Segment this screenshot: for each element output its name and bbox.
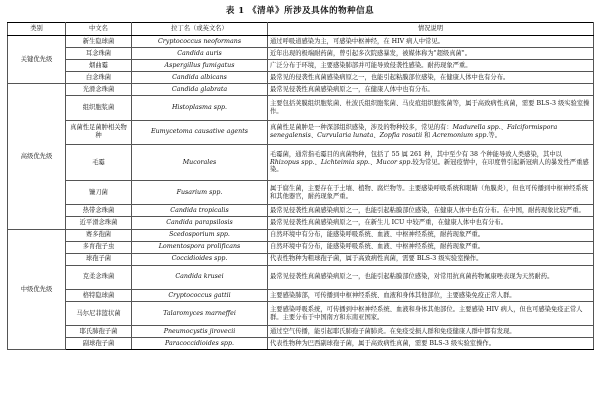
chinese-name-cell: 克柔念珠菌 [66,265,132,289]
description-cell: 属于腐生菌，主要存在于土壤、植物、腐烂物等。主要感染呼吸系统和眼睛（角膜炎），但也可传播到中枢神经系统和其他器官，耐药现象严重。 [268,181,594,205]
table-row [8,84,594,96]
latin-name-cell: Cryptococcus gattii [132,289,268,301]
table-row [8,48,594,60]
table-row [8,229,594,241]
category-cell: 高级优先级 [8,84,66,229]
header-chinese-name: 中文名 [66,23,132,36]
table-row [8,265,594,289]
description-cell: 主要感染呼吸系统，可传播到中枢神经系统、血液和身体其他部位。主要感染 HIV 病人，但也可感染免疫正常人群。主要分布于中国南方和东南亚国家。 [268,302,594,326]
chinese-name-cell: 新生隐球菌 [66,36,132,48]
chinese-name-cell: 白念珠菌 [66,72,132,84]
latin-name-cell: Talaromyces marneffei [132,302,268,326]
chinese-name-cell: 多育孢子虫 [66,241,132,253]
description-cell: 近年出现的极端耐药菌，曾引起多次院感暴发，被媒体称为"超级真菌"。 [268,48,594,60]
latin-name-cell: Candida krusei [132,265,268,289]
description-cell: 代表性物种为巴西副球孢子菌，属于高致病性真菌，需要 BLS-3 级实验室操作。 [268,338,594,350]
chinese-name-cell: 光滑念珠菌 [66,84,132,96]
table-row [8,338,594,350]
description-cell: 最常见侵袭性真菌感染病原之一，也能引起粘膜部位感染，在健康人体中也有分布。在中国，耐药现象比较严重。 [268,205,594,217]
latin-name-cell: Candida parapsilosis [132,217,268,229]
latin-name-cell: Histoplasma spp. [132,96,268,120]
species-table [7,22,594,350]
chinese-name-cell: 副球孢子菌 [66,338,132,350]
description-cell: 最常见的侵袭性真菌感染病原之一，也能引起粘膜部位感染，在健康人体中也有分布。 [268,72,594,84]
description-cell: 最常见侵袭性真菌感染病原之一，也能引起粘膜部位感染，对常用抗真菌药物氟康唑表现为天然耐药。 [268,265,594,289]
latin-name-cell: Scedosporium spp. [132,229,268,241]
description-cell: 最常见侵袭性真菌感染病原之一，在健康人体中也有分布。 [268,84,594,96]
table-row [8,217,594,229]
table-row [8,326,594,338]
table-body [8,36,594,350]
table-row [8,72,594,84]
header-category: 类别 [8,23,66,36]
latin-name-cell: Eumycetoma causative agents [132,120,268,144]
header-description: 情况说明 [268,23,594,36]
latin-name-cell: Coccidioides spp. [132,253,268,265]
chinese-name-cell: 烟曲霉 [66,60,132,72]
table-row [8,205,594,217]
latin-name-cell: Aspergillus fumigatus [132,60,268,72]
description-cell: 真菌性足菌肿是一种深部组织感染，涉及的物种较多，常见的有：Madurella spp.、Falciformispora senegalensis、Curvularia lunata、Zopfia rosatii 和 Acremonium spp.等。 [268,120,594,144]
latin-name-cell: Paracoccidioides spp. [132,338,268,350]
chinese-name-cell: 真菌性足菌肿相关物种 [66,120,132,144]
latin-name-cell: Mucorales [132,144,268,180]
chinese-name-cell: 耶氏肺孢子菌 [66,326,132,338]
description-cell: 广泛分布于环境，主要感染肺部并可能导致侵袭性感染。耐药现象严重。 [268,60,594,72]
chinese-name-cell: 组织胞浆菌 [66,96,132,120]
category-cell: 中级优先级 [8,229,66,350]
latin-name-cell: Candida albicans [132,72,268,84]
description-cell: 通过呼吸道感染为主，可感染中枢神经，在 HIV 病人中常见。 [268,36,594,48]
table-caption: 表 1 《清单》所涉及具体的物种信息 [225,6,375,16]
table-row [8,96,594,120]
latin-name-cell: Candida auris [132,48,268,60]
header-latin-name: 拉丁名（或英文名） [132,23,268,36]
latin-name-cell: Pneumocystis jirovecii [132,326,268,338]
header-row [8,23,594,36]
description-cell: 代表性物种为粗球孢子菌，属于高致病性真菌，需要 BLS-3 级实验室操作。 [268,253,594,265]
table-row [8,289,594,301]
table-row [8,241,594,253]
table-row [8,120,594,144]
chinese-name-cell: 耳念珠菌 [66,48,132,60]
chinese-name-cell: 热带念珠菌 [66,205,132,217]
description-cell: 主要包括荚膜组织胞浆菌、杜波氏组织胞浆菌、马皮疽组织胞浆菌等，属于高致病性真菌，需要 BLS-3 级实验室操作。 [268,96,594,120]
table-row [8,144,594,180]
table-row [8,302,594,326]
description-cell: 毛霉菌，通常指毛霉目的真菌物种，包括了 55 属 261 种，其中至少有 38 个种能导致人类感染，其中以 Rhizopus spp.、Lichteimia spp.、Mucor spp.较为常见。新冠疫情中，在印度曾引起新冠病人的暴发性严重感染。 [268,144,594,180]
latin-name-cell: Cryptococcus neoformans [132,36,268,48]
chinese-name-cell: 毛霉 [66,144,132,180]
description-cell: 通过空气传播，能引起耶氏肺孢子菌肺炎。在免疫受损人群和免疫健康人群中都有发现。 [268,326,594,338]
description-cell: 自然环境中有分布，能感染呼吸系统、血液、中枢神经系统，耐药现象严重。 [268,241,594,253]
category-cell: 关键优先级 [8,36,66,84]
table-row [8,60,594,72]
latin-name-cell: Candida tropicalis [132,205,268,217]
latin-name-cell: Candida glabrata [132,84,268,96]
table-row [8,253,594,265]
chinese-name-cell: 近平滑念珠菌 [66,217,132,229]
description-cell: 自然环境中有分布，能感染呼吸系统、血液、中枢神经系统，耐药现象严重。 [268,229,594,241]
table-row [8,181,594,205]
chinese-name-cell: 格特隐球菌 [66,289,132,301]
description-cell: 最常见侵袭性真菌感染病原之一，在新生儿 ICU 中较严重，在健康人体中也有分布。 [268,217,594,229]
latin-name-cell: Fusarium spp. [132,181,268,205]
chinese-name-cell: 镰刀菌 [66,181,132,205]
latin-name-cell: Lomentospora prolificans [132,241,268,253]
chinese-name-cell: 球孢子菌 [66,253,132,265]
chinese-name-cell: 马尔尼菲篮状菌 [66,302,132,326]
table-row [8,36,594,48]
description-cell: 主要感染肺部，可传播到中枢神经系统、血液和身体其他部位，主要感染免疫正常人群。 [268,289,594,301]
chinese-name-cell: 赛多孢菌 [66,229,132,241]
